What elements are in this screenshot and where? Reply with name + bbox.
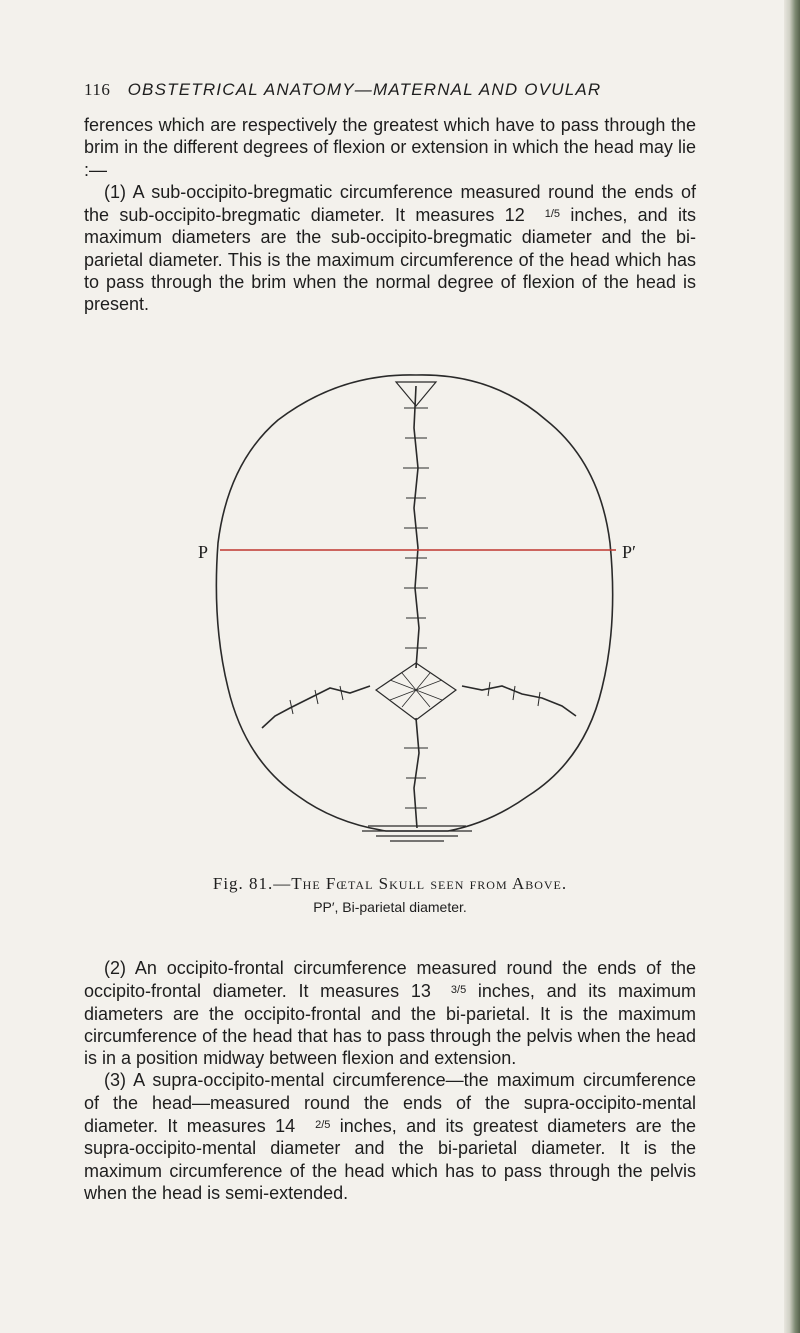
figure-number: Fig. 81. xyxy=(212,874,274,893)
paragraph-circumference-3 xyxy=(84,1069,696,1204)
figure-title: —The Fœtal Skull seen from Above. xyxy=(273,874,568,893)
frontal-suture xyxy=(414,718,419,828)
skull-outline xyxy=(216,375,612,831)
anterior-fontanelle xyxy=(376,663,456,720)
paragraph-circumference-2 xyxy=(84,957,696,1069)
fraction: 1/5 xyxy=(544,208,561,221)
paragraph-part: inches, and its maximum diameters are the sub-occipito-bregmatic diameter and the bi-parietal diameter. This is the maximum circumference of the head which has to pass through the brim when the normal degree of flexion of the head is present. xyxy=(84,205,696,315)
figure-subcaption: PP′, Bi-parietal diameter. xyxy=(313,899,467,915)
frontal-base-shading xyxy=(362,826,472,841)
label-p: P xyxy=(198,542,209,562)
paragraph-part: (3) A supra-occipito-mental circumference—the maximum circumference of the head—measured round the ends of the supra-occipito-mental diameter. It measures 14 xyxy=(84,1070,696,1137)
text-block-top xyxy=(84,114,696,316)
page-edge xyxy=(784,0,800,1333)
fetal-skull-figure xyxy=(190,368,650,868)
running-header xyxy=(84,80,694,100)
suture-hatching xyxy=(290,408,540,808)
fraction: 3/5 xyxy=(450,984,467,997)
page-number: 116 xyxy=(84,80,111,99)
coronal-suture-right xyxy=(462,686,576,716)
paragraph-part: (1) A sub-occipito-bregmatic circumference measured round the ends of the sub-occipito-bregmatic diameter. It measures 12 xyxy=(84,181,696,226)
paragraph-continued: ferences which are respectively the greatest which have to pass through the brim in the different degrees of flexion or extension in which the head may lie :— xyxy=(84,115,696,180)
paragraph-part: inches, and its maximum diameters are the occipito-frontal and the bi-parietal. It is the maximum circumference of the head that has to pass through the pelvis when the head is in a position midway between flexion and extension. xyxy=(84,981,696,1069)
text-block-bottom xyxy=(84,957,696,1204)
paragraph-part: inches, and its greatest diameters are the supra-occipito-mental diameter and the bi-parietal diameter. It is the maximum circumference of the head which has to pass through the pelvis when the head is semi-extended. xyxy=(84,1116,696,1203)
figure-caption xyxy=(84,874,696,894)
paragraph-circumference-1 xyxy=(84,181,696,316)
label-p-prime: P′ xyxy=(622,542,636,562)
fraction: 2/5 xyxy=(315,1119,331,1132)
running-title: OBSTETRICAL ANATOMY—MATERNAL AND OVULAR xyxy=(127,80,602,99)
sagittal-suture xyxy=(414,386,419,668)
paragraph-part: (2) An occipito-frontal circumference measured round the ends of the occipito-frontal diameter. It measures 13 xyxy=(84,958,696,1002)
